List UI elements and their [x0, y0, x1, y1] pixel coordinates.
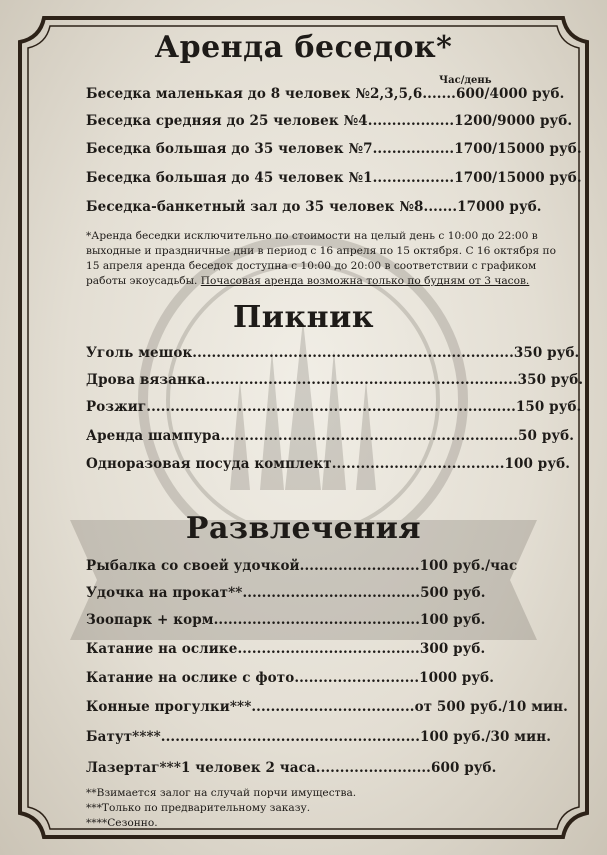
- entertainment-title: Развлечения: [185, 511, 422, 546]
- entertainment-item: Рыбалка со своей удочкой.........................100 руб./час: [86, 558, 518, 574]
- picnic-item: Уголь мешок...................................................................350 руб.: [86, 345, 580, 361]
- entertainment-item: Удочка на прокат**.....................................500 руб.: [86, 585, 486, 601]
- gazebo-item: Беседка маленькая до 8 человек №2,3,5,6.......600/4000 руб.: [86, 86, 565, 102]
- picnic-item: Дрова вязанка.................................................................350 руб.: [86, 372, 584, 388]
- picnic-item: Одноразовая посуда комплект....................................100 руб.: [86, 456, 570, 472]
- gazebos-title: Аренда беседок*: [154, 30, 453, 65]
- entertainment-item: Катание на ослике......................................300 руб.: [86, 641, 486, 657]
- footnote: ***Только по предварительному заказу.: [86, 802, 311, 814]
- footnote: ****Сезонно.: [86, 817, 158, 829]
- gazebo-item: Беседка средняя до 25 человек №4..................1200/9000 руб.: [86, 113, 573, 129]
- gazebo-note-hourly: Почасовая аренда возможна только по будням от 3 часов.: [200, 275, 530, 287]
- entertainment-item: Лазертаг***1 человек 2 часа........................600 руб.: [86, 760, 497, 776]
- unit-label: Час/день: [439, 75, 492, 86]
- gazebo-item: Беседка-банкетный зал до 35 человек №8.......17000 руб.: [86, 199, 542, 215]
- gazebo-item: Беседка большая до 35 человек №7.................1700/15000 руб.: [86, 141, 582, 157]
- entertainment-item: Батут****......................................................100 руб./30 мин.: [86, 729, 551, 745]
- gazebo-item: Беседка большая до 45 человек №1.................1700/15000 руб.: [86, 170, 582, 186]
- entertainment-item: Конные прогулки***..................................от 500 руб./10 мин.: [86, 699, 568, 715]
- picnic-item: Аренда шампура..............................................................50 руб.: [86, 428, 575, 444]
- entertainment-item: Зоопарк + корм...........................................100 руб.: [86, 612, 486, 628]
- entertainment-item: Катание на ослике с фото..........................1000 руб.: [86, 670, 495, 686]
- picnic-title: Пикник: [232, 300, 375, 335]
- footnote: **Взимается залог на случай порчи имущества.: [86, 787, 357, 799]
- gazebo-note-text: *Аренда беседки исключительно по стоимости на целый день с 10:00 до 22:00 в выходные и праздничные дни в период с 16 апреля по 15 октября. С 16 октября по 15 апреля аренда беседок доступна с 10:00 до 20:00 в соответствии с графиком работы экоусадьбы.: [86, 230, 556, 287]
- picnic-item: Розжиг.............................................................................150 руб.: [86, 399, 582, 415]
- gazebo-note: [86, 229, 566, 289]
